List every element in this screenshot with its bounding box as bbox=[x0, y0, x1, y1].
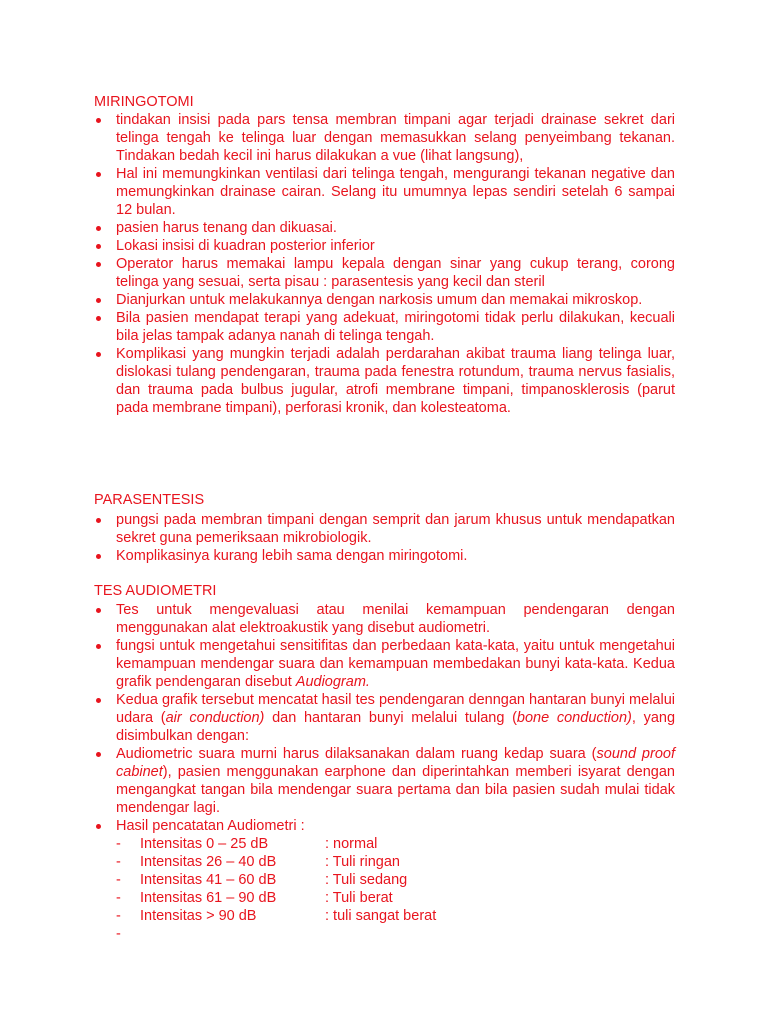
hearing-level-item bbox=[116, 925, 675, 943]
list-item: Komplikasinya kurang lebih sama dengan miringotomi. bbox=[116, 548, 468, 564]
intensity-range bbox=[140, 925, 325, 943]
intensity-range: Intensitas 41 – 60 dB bbox=[140, 872, 277, 888]
hearing-level-item bbox=[116, 853, 675, 871]
dash-icon: - bbox=[116, 836, 121, 852]
dash-icon: - bbox=[116, 890, 121, 906]
hearing-level-item bbox=[116, 871, 675, 889]
section-title-miringotomi: MIRINGOTOMI bbox=[94, 94, 194, 110]
list-item: tindakan insisi pada pars tensa membran timpani agar terjadi drainase sekret dari telinga tengah ke telinga luar dengan memasukkan selang penyeimbang tekanan. Tindakan bedah kecil ini harus dilakukan a vue (lihat langsung), bbox=[116, 112, 675, 164]
miringotomi-list bbox=[94, 111, 675, 417]
dash-icon: - bbox=[116, 926, 121, 942]
hearing-classification: : normal bbox=[325, 836, 378, 852]
parasentesis-list bbox=[94, 511, 675, 565]
section-title-tes-audiometri: TES AUDIOMETRI bbox=[94, 583, 217, 599]
intensity-range: Intensitas 0 – 25 dB bbox=[140, 836, 269, 852]
list-item: fungsi untuk mengetahui sensitifitas dan perbedaan kata-kata, yaitu untuk mengetahui kemampuan mendengar suara dan kemampuan membedakan bunyi kata-kata. Kedua grafik pendengaran disebut Audiogram. bbox=[116, 638, 675, 690]
hearing-level-item bbox=[116, 835, 675, 853]
list-item: pungsi pada membran timpani dengan semprit dan jarum khusus untuk mendapatkan sekret guna pemeriksaan mikrobiologik. bbox=[116, 512, 675, 546]
hearing-level-item bbox=[116, 907, 675, 925]
hearing-levels-list bbox=[116, 835, 675, 943]
hearing-level-item bbox=[116, 889, 675, 907]
dash-icon: - bbox=[116, 872, 121, 888]
list-item: Komplikasi yang mungkin terjadi adalah perdarahan akibat trauma liang telinga luar, dislokasi tulang pendengaran, trauma pada fenestra rotundum, trauma nervus fasialis, dan trauma pada bulbus jugular, atrofi membrane timpani, timpanosklerosis (parut pada membrane timpani), perforasi kronik, dan kolesteatoma. bbox=[116, 346, 675, 416]
dash-icon: - bbox=[116, 908, 121, 924]
section-title-parasentesis: PARASENTESIS bbox=[94, 492, 205, 508]
list-item: Audiometric suara murni harus dilaksanakan dalam ruang kedap suara (sound proof cabinet), pasien menggunakan earphone dan diperintahkan memberi isyarat dengan mengangkat tangan bila mendengar suara pertama dan bila pasien sudah mulai tidak mendengar lagi. bbox=[116, 746, 675, 816]
intensity-range: Intensitas 26 – 40 dB bbox=[140, 854, 277, 870]
dash-icon: - bbox=[116, 854, 121, 870]
hearing-classification: : Tuli sedang bbox=[325, 872, 408, 888]
list-item: Tes untuk mengevaluasi atau menilai kemampuan pendengaran dengan menggunakan alat elektroakustik yang disebut audiometri. bbox=[116, 602, 675, 636]
list-item: pasien harus tenang dan dikuasai. bbox=[116, 220, 337, 236]
intensity-range: Intensitas > 90 dB bbox=[140, 908, 257, 924]
list-item: Hal ini memungkinkan ventilasi dari telinga tengah, mengurangi tekanan negative dan memungkinkan drainase cairan. Selang itu umumnya lepas sendiri setelah 6 sampai 12 bulan. bbox=[116, 166, 675, 218]
intensity-range: Intensitas 61 – 90 dB bbox=[140, 890, 277, 906]
list-item: Lokasi insisi di kuadran posterior inferior bbox=[116, 238, 375, 254]
list-item: Operator harus memakai lampu kepala dengan sinar yang cukup terang, corong telinga yang sesuai, serta pisau : parasentesis yang kecil dan steril bbox=[116, 256, 675, 290]
list-item: Hasil pencatatan Audiometri : - Intensitas 0 – 25 dB : normal - Intensitas 26 – 40 dB : Tuli ringan - Intensitas 41 – 60 dB : Tuli sedang - Intensitas 61 – 90 dB : Tuli berat - Intensitas > 90 dB : tuli sangat berat - bbox=[94, 817, 675, 943]
list-item: Dianjurkan untuk melakukannya dengan narkosis umum dan memakai mikroskop. bbox=[116, 292, 643, 308]
list-item: Bila pasien mendapat terapi yang adekuat, miringotomi tidak perlu dilakukan, kecuali bila jelas tampak adanya nanah di telinga tengah. bbox=[116, 310, 675, 344]
hearing-classification: : Tuli berat bbox=[325, 890, 393, 906]
list-item: Kedua grafik tersebut mencatat hasil tes pendengaran denngan hantaran bunyi melalui udara (air conduction) dan hantaran bunyi melalui tulang (bone conduction), yang disimbulkan dengan: bbox=[116, 692, 676, 744]
hearing-classification: : Tuli ringan bbox=[325, 854, 400, 870]
audiometri-list bbox=[94, 601, 675, 943]
hearing-classification: : tuli sangat berat bbox=[325, 908, 437, 924]
